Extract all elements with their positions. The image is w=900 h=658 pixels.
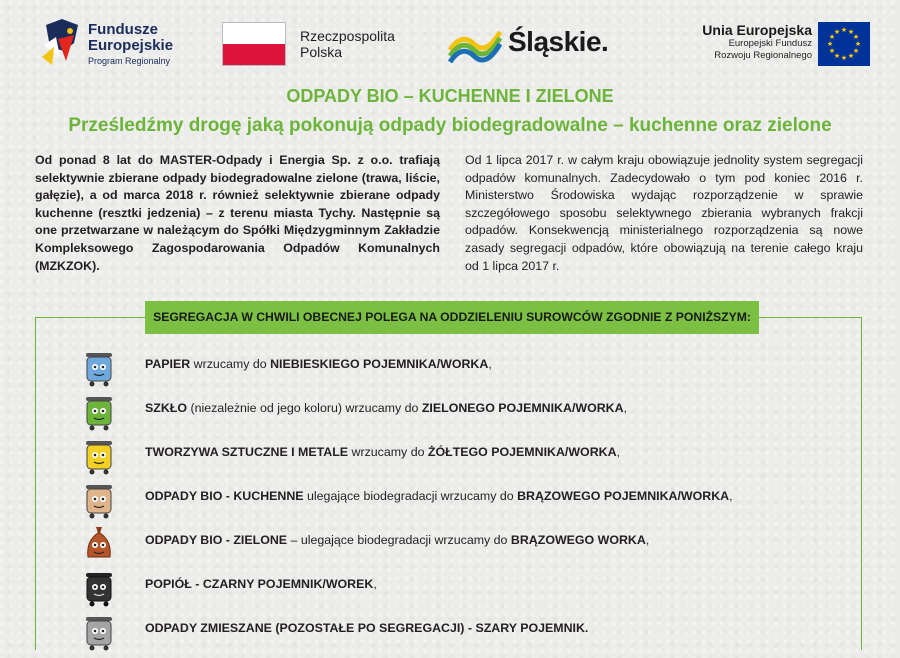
item-text: ODPADY BIO - ZIELONE – ulegające biodegradacji wrzucamy do BRĄZOWEGO WORKA, — [145, 533, 650, 547]
intro-left-column — [35, 152, 440, 275]
svg-text:★: ★ — [833, 52, 841, 60]
brown-bin-icon — [78, 479, 120, 519]
list-item-paper — [78, 345, 868, 385]
list-item-bio-kitchen — [78, 477, 868, 517]
fundusze-line1: Fundusze — [88, 21, 158, 38]
page-subtitle: Prześledźmy drogę jaką pokonują odpady biodegradowalne – kuchenne oraz zielone — [68, 115, 832, 136]
item-text: ODPADY ZMIESZANE (POZOSTAŁE PO SEGREGACJI) - SZARY POJEMNIK. — [145, 621, 589, 635]
intro-right-text: Od 1 lipca 2017 r. w całym kraju obowiązuje jednolity system segregacji odpadów komunalnych. Zadecydowało o tym pod koniec 2016 r. Ministerstwo Środowiska wydając rozporządzenie w sprawie szczegółowego sposobu selektywnego zbierania wybranych frakcji odpadów. Konsekwencją ministerialnego rozporządzenia są nowe zasady segregacji odpadów, które obowiązują na terenie całego kraju od 1 lipca 2017 r. — [465, 153, 863, 273]
blue-bin-icon — [78, 347, 120, 387]
yellow-bin-icon — [78, 435, 120, 475]
black-bin-icon — [78, 567, 120, 607]
slaskie-text: Śląskie. — [508, 26, 609, 57]
svg-text:★: ★ — [828, 47, 836, 55]
rzeczpospolita-line2: Polska — [300, 44, 343, 60]
unia-line1: Unia Europejska — [702, 22, 812, 38]
item-text: SZKŁO (niezależnie od jego koloru) wrzucamy do ZIELONEGO POJEMNIKA/WORKA, — [145, 401, 628, 415]
polish-flag-icon — [222, 22, 286, 66]
gray-bin-icon — [78, 611, 120, 651]
list-item-glass — [78, 389, 868, 429]
fundusze-line3: Program Regionalny — [88, 56, 171, 66]
list-item-bio-green — [78, 521, 868, 561]
slaskie-logo — [448, 18, 638, 68]
item-text: ODPADY BIO - KUCHENNE ulegające biodegradacji wrzucamy do BRĄZOWEGO POJEMNIKA/WORKA, — [145, 489, 733, 503]
unia-europejska-logo — [672, 20, 872, 70]
intro-left-text: Od ponad 8 lat do MASTER-Odpady i Energia Sp. z o.o. trafiają selektywnie zbierane odpady biodegradowalne zielone (trawa, liście, gałęzie), a od marca 2018 r. również selektywnie zbierane odpady kuchenne (resztki jedzenia) – z terenu miasta Tychy. Następnie są one przetwarzane w należącym do Spółki Międzygminnym Zakładzie Kompleksowego Zagospodarowania Odpadów Komunalnych (MZKZOK). — [35, 153, 440, 273]
svg-text:★: ★ — [852, 33, 860, 41]
rzeczpospolita-logo — [222, 22, 422, 68]
list-item-ash — [78, 565, 868, 605]
brown-bag-icon — [78, 523, 120, 563]
segregation-banner: SEGREGACJA W CHWILI OBECNEJ POLEGA NA ODDZIELENIU SUROWCÓW ZGODNIE Z PONIŻSZYM: — [145, 301, 759, 334]
fundusze-europejskie-logo — [40, 15, 215, 71]
slaskie-wave-icon — [448, 20, 502, 64]
logo-bar — [0, 0, 900, 82]
svg-text:★: ★ — [854, 40, 862, 48]
svg-text:★: ★ — [840, 26, 848, 34]
rzeczpospolita-line1: Rzeczpospolita — [300, 28, 395, 44]
unia-line2: Europejski Fundusz — [728, 38, 812, 49]
svg-text:★: ★ — [833, 28, 841, 36]
item-text: TWORZYWA SZTUCZNE I METALE wrzucamy do ŻÓŁTEGO POJEMNIKA/WORKA, — [145, 445, 620, 459]
svg-text:★: ★ — [840, 54, 848, 62]
list-item-plastics-metals — [78, 433, 868, 473]
item-text: POPIÓŁ - CZARNY POJEMNIK/WOREK, — [145, 577, 377, 591]
svg-text:★: ★ — [852, 47, 860, 55]
svg-text:★: ★ — [826, 40, 834, 48]
unia-line3: Rozwoju Regionalnego — [714, 50, 812, 61]
page-title: ODPADY BIO – KUCHENNE I ZIELONE — [286, 86, 614, 106]
intro-right-column — [465, 152, 863, 275]
item-text: PAPIER wrzucamy do NIEBIESKIEGO POJEMNIKA/WORKA, — [145, 357, 492, 371]
eu-flag-icon — [818, 22, 870, 66]
svg-text:★: ★ — [828, 33, 836, 41]
green-bin-icon — [78, 391, 120, 431]
fundusze-line2: Europejskie — [88, 37, 174, 54]
list-item-mixed — [78, 609, 868, 649]
svg-text:★: ★ — [847, 28, 855, 36]
fundusze-star-icon — [40, 17, 84, 67]
svg-text:★: ★ — [847, 52, 855, 60]
